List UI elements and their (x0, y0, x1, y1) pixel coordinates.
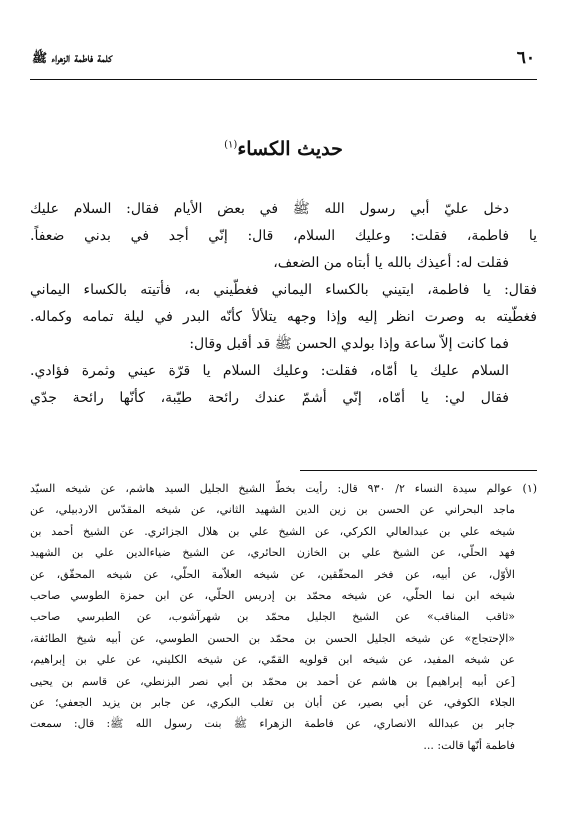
header-rule (30, 79, 537, 80)
footnote-line: الجلاء الكوفي، عن أبي بصير، عن أبان بن تغلب البكري، عن جابر بن يزيد الجعفي؛ عن (30, 695, 515, 709)
footnote-line: شيخه علي بن عبدالعالي الكركي، عن الشيخ علي بن هلال الجزائري. عن الشيخ أحمد بن (30, 524, 515, 538)
footnotes (30, 478, 537, 756)
footnote-line: [عن أبيه إبراهيم] بن هاشم عن أحمد بن محمّد بن أبي نصر البزنطي، عن قاسم بن يحيى (30, 674, 515, 688)
body-line: فغطّيته به وصرت انظر إليه وإذا وجهه يتلألأ كأنّه البدر في ليلة تمامه وكماله. (30, 309, 537, 325)
main-text (30, 196, 537, 412)
footnote-line: فاطمة أنّها قالت: ... (423, 738, 515, 752)
body-line: فقال لي: يا أمّاه، إنّي أشمّ عندك رائحة طيّبة، كأنّها رائحة جدّي (30, 390, 509, 406)
footnote-line: «الإحتجاج» عن شيخه الجليل الحسن بن محمّد بن الحسن الطوسي، عن أبيه شيخ الطائفة، (30, 631, 515, 645)
body-line: السلام عليك يا أمّاه، فقلت: وعليك السلام يا قرّة عيني وثمرة فؤادي. (30, 363, 509, 379)
footnote-line: فهد الحلّي، عن الشيخ علي بن الخازن الحائري، عن الشيخ ضياءالدين علي بن الشهيد (30, 546, 515, 560)
page-header (30, 48, 537, 74)
body-line: فما كانت إلاّ ساعة وإذا بولدي الحسن ﷺ قد أقبل وقال: (189, 336, 509, 352)
footnote-line: «ثاقب المناقب» عن الشيخ الجليل محمّد بن شهرآشوب، عن الطبرسي صاحب (30, 610, 515, 624)
body-line: فقال: يا فاطمة، ايتيني بالكساء اليماني فغطّيني به، فأتيته بالكساء اليماني (30, 282, 537, 298)
running-title: كلمة فاطمة الزهراء ﷺ (32, 50, 113, 65)
footnote-line: ماجد البحراني عن الحسن بن زين الدين الشهيد الثاني، عن شيخه المقدّس الاردبيلي، عن (30, 503, 515, 517)
body-line: دخل عليّ أبي رسول الله ﷺ في بعض الأيام فقال: السلام عليك (30, 201, 509, 217)
body-line: يا فاطمة، فقلت: وعليك السلام، قال: إنّي أجد في بدني ضعفاً. (30, 228, 537, 244)
page-number: ٦٠ (516, 48, 535, 68)
footnote-line: جابر بن عبدالله الانصاري، عن فاطمة الزهراء ﷺ بنت رسول الله ﷺ: قال: سمعت (30, 717, 515, 731)
body-line: فقلت له: أعيذك بالله يا أبتاه من الضعف، (273, 255, 509, 271)
footnote-line: عن شيخه المفيد، عن شيخه ابن قولويه القمّي، عن شيخه الكليني، عن علي بن إبراهيم، (30, 653, 515, 667)
footnote-marker: (١) (224, 139, 238, 151)
footnote-line: شيخه ابن نما الحلّي، عن شيخه محمّد بن إدريس الحلّي، عن ابن حمزة الطوسي صاحب (30, 588, 515, 602)
chapter-title (0, 138, 567, 160)
footnote-line: (١) عوالم سيدة النساء ٢/ ٩٣٠ قال: رأيت بخطّ الشيخ الجليل السيد هاشم، عن شيخه السيّد (30, 482, 537, 495)
footnote-line: الأوّل، عن أبيه، عن فخر المحقّقين، عن شيخه العلاّمة الحلّي، عن شيخه المحقّق، عن (30, 567, 515, 581)
footnote-rule (300, 470, 537, 471)
chapter-title-text: حديث الكساء (237, 138, 343, 160)
